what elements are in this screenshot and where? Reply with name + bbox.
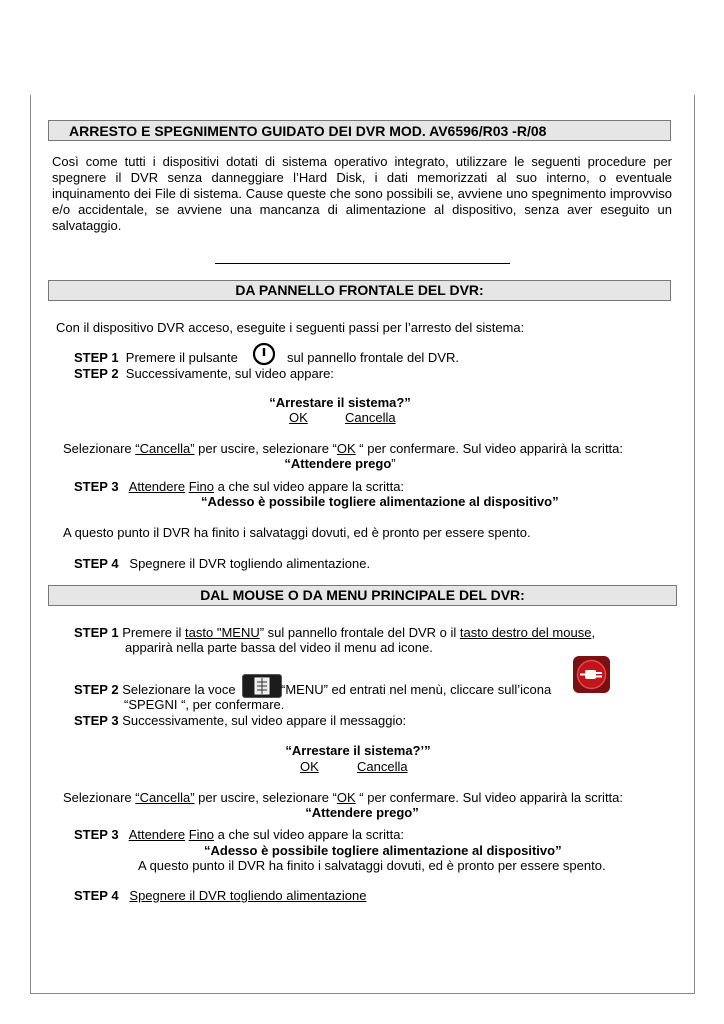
s2-select-a: Selezionare [63,790,136,805]
s1-select-line [63,441,623,457]
s2-step3b-message: “Adesso è possibile togliere alimentazione al dispositivo” [204,843,562,858]
s1-select-ok: OK [336,441,356,456]
s1-wait [240,456,440,472]
s2-step1-menu-key: tasto "MENU [185,625,260,640]
s2-step1-line2: apparirà nella parte bassa del video il menu ad icone. [125,640,433,655]
s2-select-line [63,790,623,806]
s2-step1-b: ” sul pannello frontale del DVR o il [259,625,460,640]
s1-step4 [74,556,370,572]
s2-done: A questo punto il DVR ha finito i salvataggi dovuti, ed è pronto per essere spento. [138,858,606,873]
s1-step1-label: STEP 1 [74,350,119,365]
s2-wait: “Attendere prego” [305,805,419,820]
s2-select-c: “ per confermare. Sul video apparirà la scritta: [355,790,624,805]
s1-done: A questo punto il DVR ha finito i salvataggi dovuti, ed è pronto per essere spento. [63,525,531,540]
s1-step4-text: Spegnere il DVR togliendo alimentazione. [129,556,371,571]
s2-step2-line2: “SPEGNI “, per confermare. [124,697,285,712]
s1-step2-text: Successivamente, sul video appare: [125,366,334,381]
s1-step3-fino: Fino [188,479,214,494]
intro-paragraph: Così come tutti i dispositivi dotati di sistema operativo integrato, utilizzare le seguenti procedure per spegnere il DVR senza danneggiare l’Hard Disk, i dati memorizzati al suo interno, o eventuale inquinamento dei File di sistema. Cause queste che sono possibili se, avviene uno spegnimento improvviso e/o accidentale, se avviene una mancanza di alimentazione al dispositivo, senza aver eseguito un salvataggio. [52,154,672,233]
s1-step4-label: STEP 4 [74,556,119,571]
document-title: ARRESTO E SPEGNIMENTO GUIDATO DEI DVR MOD. AV6596/R03 -R/08 [69,123,547,139]
s2-step2-a: Selezionare la voce [122,682,236,697]
s1-step1-text-b: sul pannello frontale del DVR. [287,350,459,365]
section-divider [215,263,510,264]
s2-step3a-text: Successivamente, sul video appare il messaggio: [122,713,407,728]
s1-step2-label: STEP 2 [74,366,119,381]
s2-step1-c: , [591,625,596,640]
s2-step3b-label: STEP 3 [74,827,119,842]
s1-step3-message: “Adesso è possibile togliere alimentazione al dispositivo” [201,494,559,509]
s1-wait-text: “Attendere prego [284,456,392,471]
s2-step3b-attendere: Attendere [128,827,186,842]
s2-select-ok: OK [336,790,356,805]
s2-step1-label: STEP 1 [74,625,119,640]
s2-step3a [74,713,406,729]
s1-step3 [74,479,404,495]
s2-step2 [74,682,236,698]
s1-select-c: “ per confermare. Sul video apparirà la scritta: [355,441,624,456]
s1-step1-text-a: Premere il pulsante [125,350,238,365]
shutdown-plug-glyph [573,656,610,693]
s2-prompt-ok: OK [300,759,319,774]
s1-prompt: “Arrestare il sistema?” [269,395,411,410]
section2-heading-box [48,585,677,606]
menu-book-glyph [243,675,281,697]
section1-lead: Con il dispositivo DVR acceso, eseguite i seguenti passi per l’arresto del sistema: [56,320,525,335]
section1-heading-box [48,280,671,301]
s2-prompt: “Arrestare il sistema?’” [285,743,431,758]
s1-step3-label: STEP 3 [74,479,119,494]
section1-heading: DA PANNELLO FRONTALE DEL DVR: [235,282,484,298]
s2-select-b: per uscire, selezionare “ [194,790,337,805]
section2-heading: DAL MOUSE O DA MENU PRINCIPALE DEL DVR: [200,587,525,603]
s1-prompt-ok: OK [289,410,308,425]
s1-step1 [74,350,238,366]
s1-select-b: per uscire, selezionare “ [194,441,337,456]
s2-step2-b: “MENU” ed entrati nel menù, cliccare sull’icona [281,682,552,697]
shutdown-plug-icon [573,656,610,693]
s1-wait-quote: ” [391,456,396,471]
document-title-box [48,120,671,141]
s2-select-cancel: “Cancella” [135,790,195,805]
power-button-icon [252,342,276,366]
s2-step4-label: STEP 4 [74,888,119,903]
s2-step1-mouse-key: tasto destro del mouse [459,625,592,640]
s1-step3-attendere: Attendere [128,479,186,494]
s1-select-cancel: “Cancella” [135,441,195,456]
s2-step2-label: STEP 2 [74,682,119,697]
s2-step4 [74,888,366,904]
s2-step4-text: Spegnere il DVR togliendo alimentazione [129,888,367,903]
s2-step1 [74,625,595,641]
s2-step3a-label: STEP 3 [74,713,119,728]
s1-select-a: Selezionare [63,441,136,456]
s2-prompt-cancel: Cancella [357,759,408,774]
s2-step3b-text: a che sul video appare la scritta: [213,827,405,842]
s1-step2 [74,366,334,382]
s1-step3-text: a che sul video appare la scritta: [213,479,405,494]
s2-step3b [74,827,404,843]
menu-book-icon [242,674,282,698]
s2-step3b-fino: Fino [188,827,214,842]
s2-step1-a: Premere il [122,625,186,640]
s1-prompt-cancel: Cancella [345,410,396,425]
